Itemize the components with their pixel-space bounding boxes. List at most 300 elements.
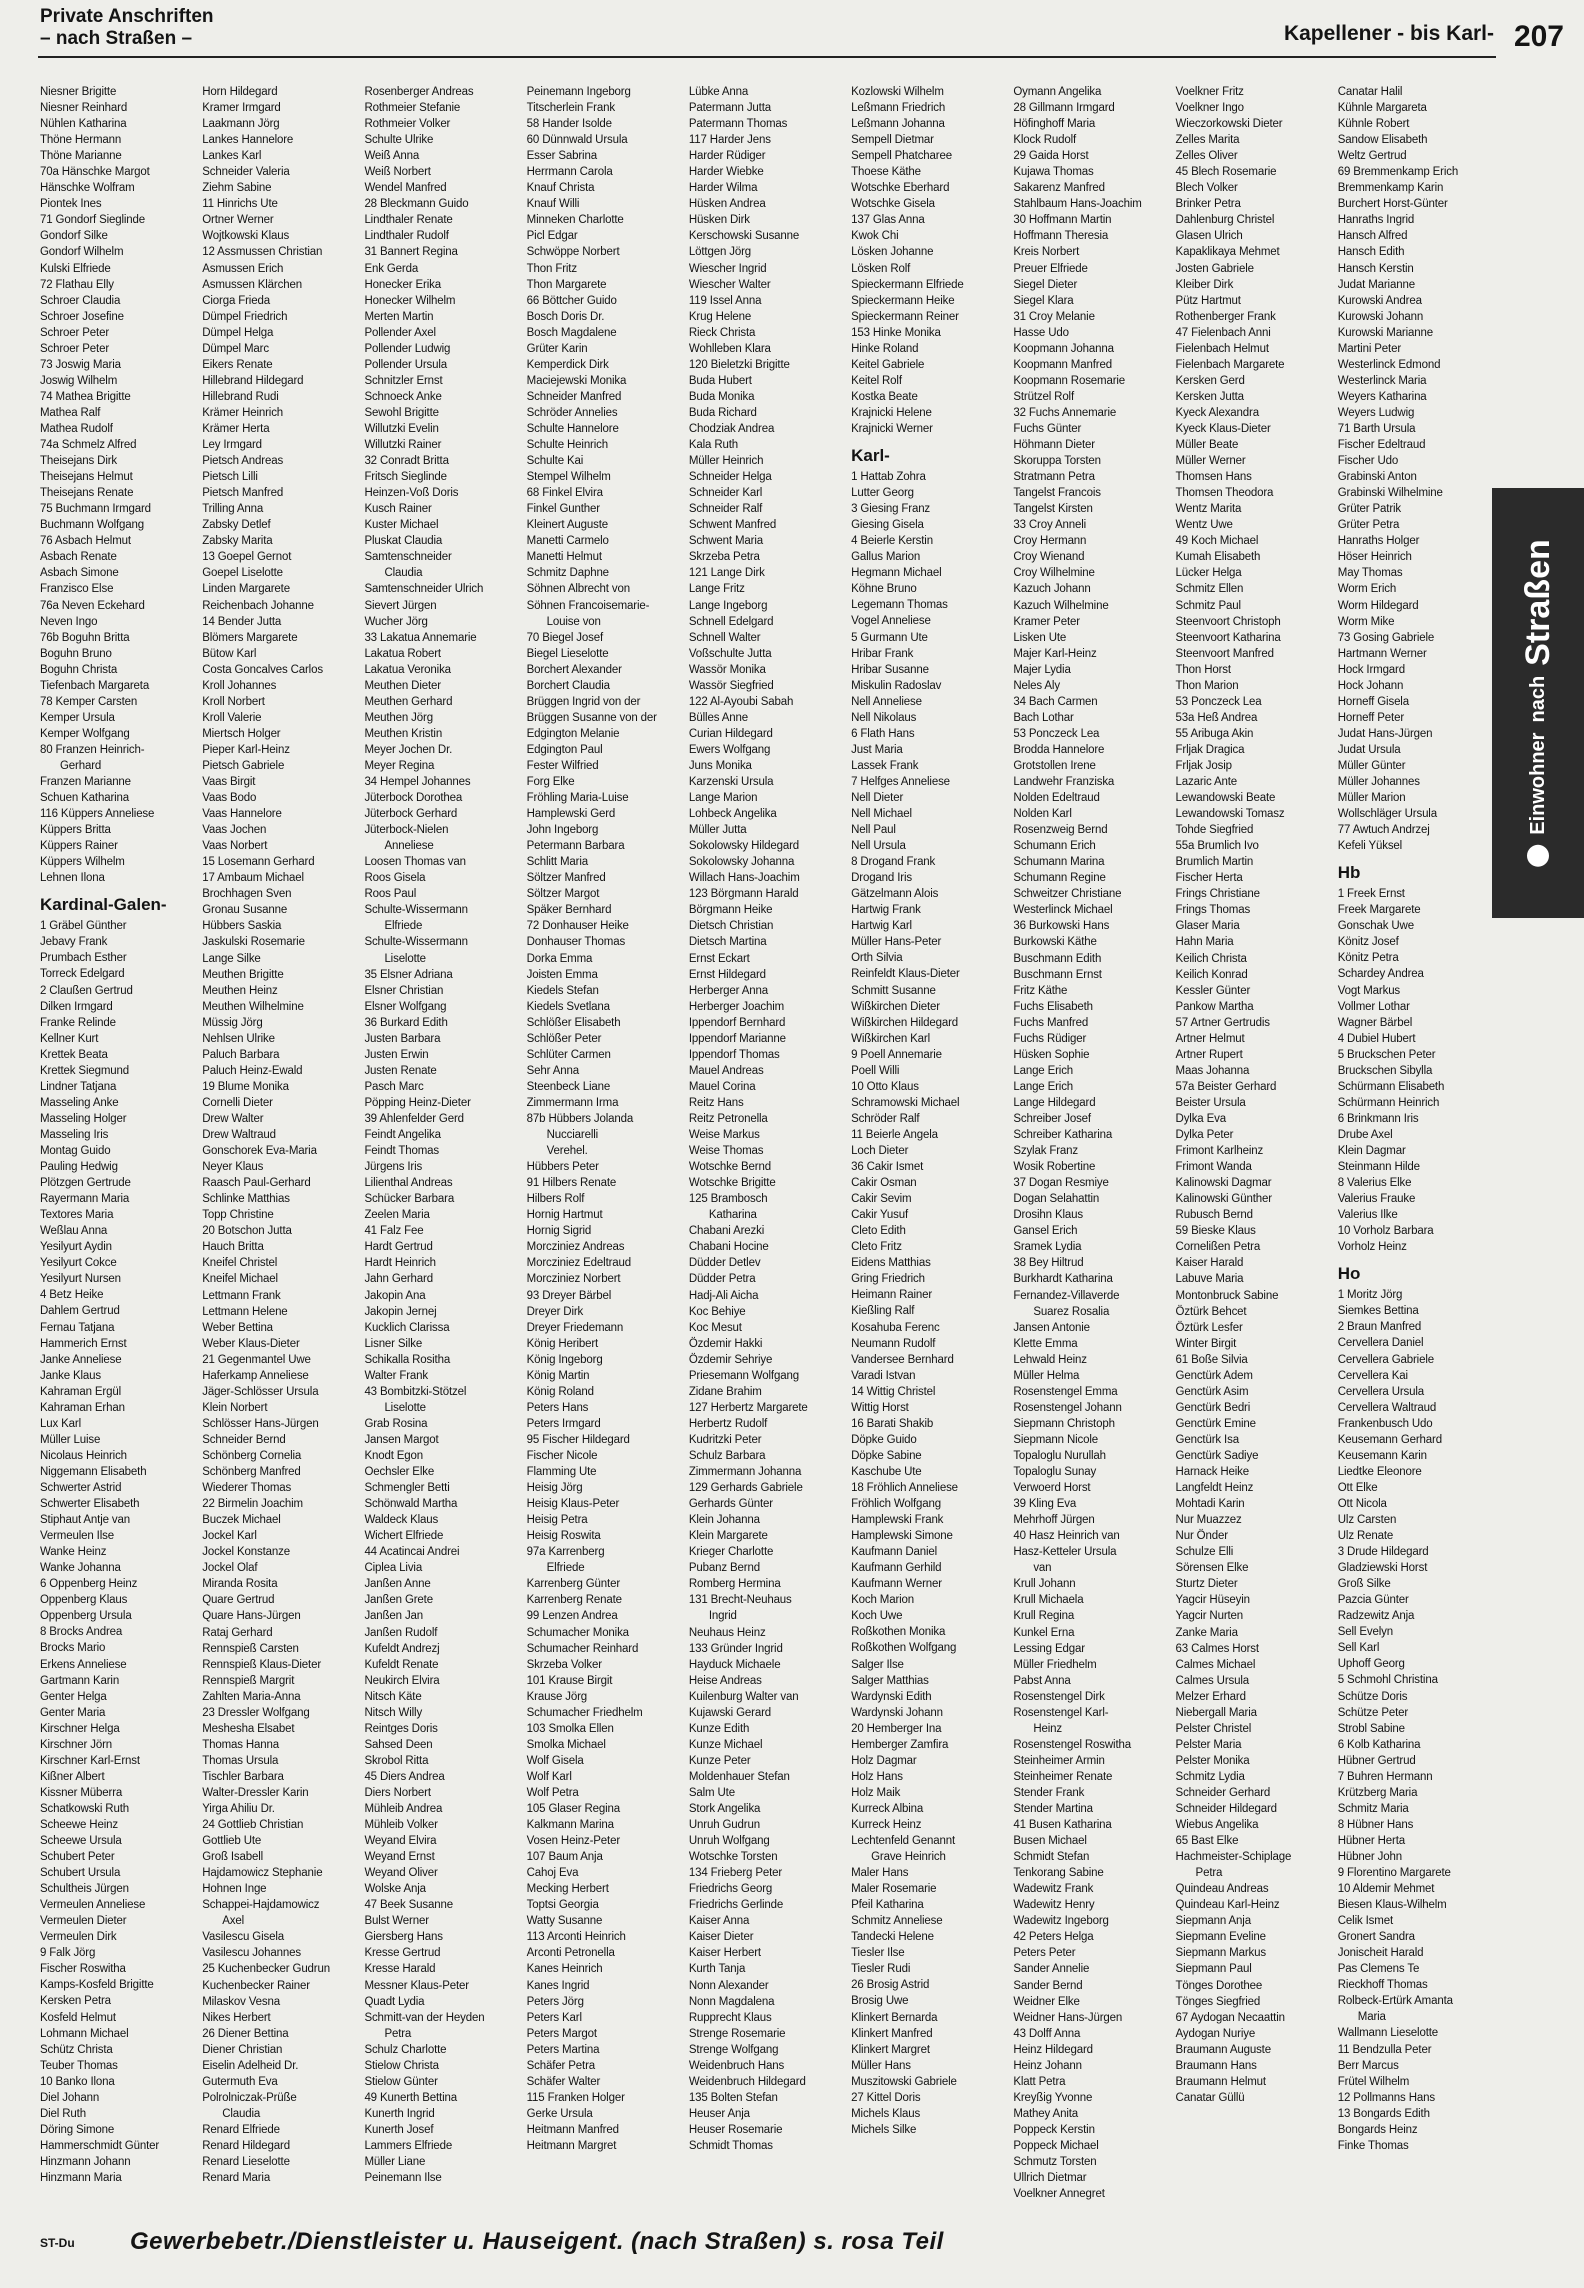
resident-entry: 43 Dolff Anna xyxy=(1013,2027,1081,2040)
resident-entry: Brocks Mario xyxy=(40,1642,106,1655)
resident-entry: Jüterbock-Nielen xyxy=(364,824,449,837)
resident-entry: Müller Friedhelm xyxy=(1013,1658,1097,1671)
resident-entry: Samtenschneider xyxy=(364,551,452,564)
resident-entry: Watty Susanne xyxy=(526,1915,603,1928)
resident-entry: 91 Hilbers Renate xyxy=(526,1177,617,1190)
resident-entry: 101 Krause Birgit xyxy=(526,1674,613,1687)
resident-entry: Arconti Petronella xyxy=(526,1947,615,1960)
resident-entry: Siepmann Markus xyxy=(1175,1947,1266,1960)
resident-entry: Schulte Kai xyxy=(526,455,584,468)
resident-entry: Thomas Ursula xyxy=(202,1754,279,1767)
resident-entry: Ernst Hildegard xyxy=(688,968,766,981)
resident-entry: Yagcir Hüseyin xyxy=(1175,1594,1250,1607)
resident-entry: Pieper Karl-Heinz xyxy=(202,743,290,756)
resident-entry: Maas Johanna xyxy=(1175,1064,1250,1077)
resident-entry: Klinkert Manfred xyxy=(851,2027,933,2040)
resident-entry: Rosenstengel Johann xyxy=(1013,1401,1122,1414)
resident-entry: Rennspieß Carsten xyxy=(202,1642,299,1655)
resident-entry: 4 Dubiel Hubert xyxy=(1337,1032,1416,1045)
resident-entry: 72 Donhauser Heike xyxy=(526,920,629,933)
resident-entry: Pelster Maria xyxy=(1175,1738,1242,1751)
resident-entry: Nehlsen Ulrike xyxy=(202,1032,275,1045)
resident-entry: Schönwald Martha xyxy=(364,1498,458,1511)
resident-entry: Schneider Hildegard xyxy=(1175,1803,1277,1816)
resident-entry: Lewandowski Beate xyxy=(1175,792,1276,805)
resident-entry: Keusemann Karin xyxy=(1337,1449,1427,1462)
resident-entry: 120 Bieletzki Brigitte xyxy=(688,358,790,371)
resident-entry: Kurowski Johann xyxy=(1337,310,1424,323)
resident-entry: 20 Hemberger Ina xyxy=(851,1722,942,1735)
resident-entry: Lettmann Helene xyxy=(202,1305,288,1318)
resident-entry: Steenvoort Christoph xyxy=(1175,615,1281,628)
resident-entry: 55a Brumlich Ivo xyxy=(1175,840,1259,853)
resident-entry: 59 Bieske Klaus xyxy=(1175,1225,1256,1238)
resident-entry: 116 Küppers Anneliese xyxy=(40,808,155,821)
resident-entry: Gätzelmann Alois xyxy=(851,888,939,901)
resident-entry: Küppers Wilhelm xyxy=(40,856,125,869)
resident-entry: Müller Jutta xyxy=(688,824,747,837)
resident-entry: 31 Bannert Regina xyxy=(364,246,458,259)
resident-entry: Nell Ursula xyxy=(851,840,906,853)
resident-entry: Döpke Sabine xyxy=(851,1449,922,1462)
resident-entry: Hamplewski Gerd xyxy=(526,808,616,821)
resident-entry: 40 Hasz Heinrich van xyxy=(1013,1530,1120,1543)
resident-entry: Keitel Rolf xyxy=(851,374,902,387)
resident-entry: Wolf Petra xyxy=(526,1786,579,1799)
resident-entry: Freek Margarete xyxy=(1337,904,1421,917)
resident-entry: Niggemann Elisabeth xyxy=(40,1465,147,1478)
resident-entry: Hübner John xyxy=(1337,1850,1402,1863)
resident-entry: Genctürk Adem xyxy=(1175,1369,1253,1382)
resident-entry: Yesilyurt Nursen xyxy=(40,1273,121,1286)
resident-entry: Cornelißen Petra xyxy=(1175,1241,1261,1254)
resident-entry: Oppenberg Ursula xyxy=(40,1610,132,1623)
resident-entry: Müller Johannes xyxy=(1337,776,1420,789)
resident-entry: Voelkner Ingo xyxy=(1175,102,1244,115)
resident-entry: Eidens Matthias xyxy=(851,1257,931,1270)
resident-entry: Kißner Albert xyxy=(40,1770,105,1783)
resident-entry: Kunerth Ingrid xyxy=(364,2107,435,2120)
resident-entry: Thomsen Hans xyxy=(1175,471,1252,484)
resident-entry: Renard Elfriede xyxy=(202,2123,280,2136)
resident-entry: Frings Thomas xyxy=(1175,904,1251,917)
resident-entry: Lindthaler Renate xyxy=(364,214,453,227)
resident-entry: Vosen Heinz-Peter xyxy=(526,1835,620,1848)
resident-entry: Cervellera Gabriele xyxy=(1337,1353,1434,1366)
resident-entry: Özdemir Hakki xyxy=(688,1337,763,1350)
resident-entry: Könitz Petra xyxy=(1337,952,1399,965)
resident-entry: Grüter Petra xyxy=(1337,519,1400,532)
resident-entry: Weise Markus xyxy=(688,1129,760,1142)
resident-entry: Stork Angelika xyxy=(688,1803,761,1816)
resident-entry: Gronert Sandra xyxy=(1337,1931,1415,1944)
resident-entry: 55 Aribuga Akin xyxy=(1175,727,1254,740)
resident-entry: 28 Bleckmann Guido xyxy=(364,198,469,211)
resident-entry: Ippendorf Thomas xyxy=(688,1048,780,1061)
resident-entry: Burchert Horst-Günter xyxy=(1337,198,1448,211)
resident-entry: Yesilyurt Cokce xyxy=(40,1257,117,1270)
resident-entry: Leßmann Friedrich xyxy=(851,102,946,115)
resident-entry: Schumacher Reinhard xyxy=(526,1642,639,1655)
resident-entry: Bulst Werner xyxy=(364,1915,429,1928)
resident-entry: 1 Gräbel Günther xyxy=(40,920,127,933)
resident-entry: Kunze Michael xyxy=(688,1738,763,1751)
resident-entry: 11 Beierle Angela xyxy=(851,1128,938,1141)
resident-entry: Vaas Birgit xyxy=(202,776,256,789)
resident-entry: Schumann Erich xyxy=(1013,840,1096,853)
resident-entry: Fritsch Sieglinde xyxy=(364,471,447,484)
listing-column xyxy=(1013,84,1165,2202)
resident-entry: Krull Michaela xyxy=(1013,1594,1084,1607)
resident-entry: Calmes Michael xyxy=(1175,1658,1256,1671)
resident-entry: Vasilescu Johannes xyxy=(202,1947,301,1960)
resident-entry: Knodt Egon xyxy=(364,1449,424,1462)
resident-entry: Frings Christiane xyxy=(1175,888,1260,901)
resident-entry: Müller Hans-Peter xyxy=(851,936,942,949)
resident-entry: Topaloglu Nurullah xyxy=(1013,1449,1106,1462)
resident-entry: Hübbers Peter xyxy=(526,1161,599,1174)
resident-entry: Niebergall Maria xyxy=(1175,1706,1257,1719)
resident-entry: Brosig Uwe xyxy=(851,1995,909,2008)
resident-entry: Genctürk Emine xyxy=(1175,1417,1256,1430)
resident-entry: Rupprecht Klaus xyxy=(688,2011,772,2024)
resident-entry: Kurowski Andrea xyxy=(1337,294,1422,307)
resident-entry: Kazuch Wilhelmine xyxy=(1013,599,1109,612)
resident-entry: Siepmann Nicole xyxy=(1013,1433,1099,1446)
resident-entry: 65 Bast Elke xyxy=(1175,1835,1239,1848)
resident-entry: Grabinski Anton xyxy=(1337,471,1417,484)
resident-entry: Dahlenburg Christel xyxy=(1175,214,1275,227)
resident-entry: 36 Burkowski Hans xyxy=(1013,920,1110,933)
resident-entry: Schubert Ursula xyxy=(40,1867,121,1880)
resident-entry: Brinker Petra xyxy=(1175,198,1241,211)
resident-entry: Diel Johann xyxy=(40,2091,100,2104)
resident-entry: Pabst Anna xyxy=(1013,1674,1071,1687)
resident-entry: Kreis Norbert xyxy=(1013,246,1080,259)
resident-entry: Köhne Bruno xyxy=(851,583,917,596)
resident-entry: Wiebus Angelika xyxy=(1175,1819,1259,1832)
resident-entry: Hasz-Ketteler Ursula xyxy=(1013,1546,1117,1559)
resident-entry: Schulte Hannelore xyxy=(526,422,619,435)
side-tab-line2: nach xyxy=(1527,675,1549,723)
resident-entry: Pas Clemens Te xyxy=(1337,1963,1420,1976)
resident-entry: Petermann Barbara xyxy=(526,840,625,853)
resident-entry: Wißkirchen Hildegard xyxy=(851,1016,959,1029)
resident-entry: Theisejans Dirk xyxy=(40,455,117,468)
resident-entry: Roos Paul xyxy=(364,888,417,901)
resident-entry: Hock Johann xyxy=(1337,679,1404,692)
header-left-line2: – nach Straßen – xyxy=(40,28,193,49)
resident-entry: Jonischeit Harald xyxy=(1337,1947,1424,1960)
resident-entry: 8 Hübner Hans xyxy=(1337,1818,1414,1831)
resident-entry: Moldenhauer Stefan xyxy=(688,1770,790,1783)
resident-entry: Harder Wiebke xyxy=(688,166,764,179)
resident-entry: Judat Hans-Jürgen xyxy=(1337,727,1433,740)
resident-entry: Heuser Anja xyxy=(688,2107,750,2120)
resident-entry: Masseling Anke xyxy=(40,1096,119,1109)
resident-entry: Dümpel Marc xyxy=(202,342,269,355)
resident-entry: Schröder Ralf xyxy=(851,1112,920,1125)
resident-entry: Dogan Selahattin xyxy=(1013,1193,1100,1206)
resident-entry: Artner Helmut xyxy=(1175,1032,1245,1045)
resident-entry: Kaufmann Daniel xyxy=(851,1546,938,1559)
resident-entry: 153 Hinke Monika xyxy=(851,326,941,339)
resident-entry: 9 Florentino Margarete xyxy=(1337,1867,1451,1880)
resident-entry: Peters Irmgard xyxy=(526,1417,601,1430)
resident-entry: Hinzmann Maria xyxy=(40,2172,122,2184)
resident-entry: 95 Fischer Hildegard xyxy=(526,1433,630,1446)
resident-entry: Gonschak Uwe xyxy=(1337,920,1414,933)
resident-entry: Vaas Jochen xyxy=(202,824,267,837)
resident-entry: Schulz Barbara xyxy=(688,1449,766,1462)
resident-entry: Yesilyurt Aydin xyxy=(40,1241,112,1254)
resident-entry: Wotschke Gisela xyxy=(851,198,935,211)
resident-entry: Vermeulen Anneliese xyxy=(40,1899,146,1912)
resident-entry: Schulte Heinrich xyxy=(526,439,608,452)
resident-entry: Düdder Detlev xyxy=(688,1257,761,1270)
resident-entry: Preuer Elfriede xyxy=(1013,262,1088,275)
resident-entry: Kirschner Helga xyxy=(40,1722,120,1735)
resident-entry: 53 Ponczeck Lea xyxy=(1175,695,1262,708)
resident-entry: Küppers Britta xyxy=(40,824,111,837)
resident-entry: Worm Erich xyxy=(1337,583,1397,596)
resident-entry: Könitz Josef xyxy=(1337,936,1399,949)
resident-entry: Poppeck Kerstin xyxy=(1013,2123,1095,2136)
resident-entry: 1 Moritz Jörg xyxy=(1337,1289,1403,1302)
resident-entry: Sturtz Dieter xyxy=(1175,1578,1238,1591)
resident-entry: Siepmann Paul xyxy=(1175,1963,1252,1976)
resident-entry: Oppenberg Klaus xyxy=(40,1594,128,1607)
resident-entry: Schikalla Rositha xyxy=(364,1353,451,1366)
resident-entry: Frütel Wilhelm xyxy=(1337,2075,1410,2088)
resident-entry: 13 Bongards Edith xyxy=(1337,2107,1430,2120)
resident-entry: 133 Gründer Ingrid xyxy=(688,1642,783,1655)
resident-entry: Lankes Hannelore xyxy=(202,134,294,147)
resident-entry: Weidner Elke xyxy=(1013,1995,1080,2008)
resident-entry: 14 Bender Jutta xyxy=(202,615,282,628)
resident-entry: Tönges Dorothee xyxy=(1175,1979,1263,1992)
resident-entry: Rayermann Maria xyxy=(40,1193,130,1206)
resident-entry: Wanke Johanna xyxy=(40,1562,121,1575)
resident-entry: Drew Walter xyxy=(202,1113,264,1125)
resident-entry: Schmutz Torsten xyxy=(1013,2156,1097,2169)
resident-entry: Tiefenbach Margareta xyxy=(40,679,150,692)
resident-entry: Tiesler Rudi xyxy=(851,1963,911,1976)
resident-entry: Kuilenburg Walter van xyxy=(688,1690,799,1703)
listing-column xyxy=(40,84,192,2202)
resident-entry: Winter Birgit xyxy=(1175,1337,1237,1350)
street-heading: Ho xyxy=(1337,1264,1361,1284)
resident-entry: Herbertz Rudolf xyxy=(688,1417,768,1430)
resident-entry: Radzewitz Anja xyxy=(1337,1610,1415,1623)
resident-entry: Wohlleben Klara xyxy=(688,342,771,355)
resident-entry: Vasilescu Gisela xyxy=(202,1931,284,1944)
resident-entry: Wassör Siegfried xyxy=(688,679,774,692)
resident-entry: Müller Günter xyxy=(1337,759,1406,772)
resident-entry: Koopmann Manfred xyxy=(1013,358,1112,371)
resident-entry: Sell Karl xyxy=(1337,1642,1380,1655)
resident-entry: 7 Helfges Anneliese xyxy=(851,775,950,788)
resident-entry: Wiederer Thomas xyxy=(202,1482,292,1495)
resident-entry: Loch Dieter xyxy=(851,1145,909,1157)
resident-entry: Lange Ingeborg xyxy=(688,599,768,612)
resident-entry: Blömers Margarete xyxy=(202,631,298,644)
resident-entry: Minneken Charlotte xyxy=(526,214,624,227)
resident-entry: Kemper Wolfgang xyxy=(40,727,130,740)
resident-entry: Herberger Joachim xyxy=(688,1000,785,1013)
resident-entry: Grabinski Wilhelmine xyxy=(1337,487,1443,500)
resident-entry: Kellner Kurt xyxy=(40,1032,99,1045)
resident-entry: Jockel Olaf xyxy=(202,1562,258,1575)
resident-entry: Elsner Wolfgang xyxy=(364,1000,447,1013)
resident-entry: Müller Marion xyxy=(1337,792,1406,805)
resident-entry: Herberger Anna xyxy=(688,984,768,997)
resident-entry: Nonn Magdalena xyxy=(688,1995,775,2008)
resident-entry: Schlösser Hans-Jürgen xyxy=(202,1417,319,1430)
resident-entry: Bütow Karl xyxy=(202,647,257,660)
resident-entry: Schneider Gerhard xyxy=(1175,1786,1271,1799)
resident-entry: Lange Erich xyxy=(1013,1064,1074,1077)
resident-entry: 11 Bendzulla Peter xyxy=(1337,2043,1432,2056)
resident-entry: Thomsen Theodora xyxy=(1175,487,1274,500)
resident-entry: 71 Barth Ursula xyxy=(1337,422,1416,435)
resident-entry: Aydogan Nuriye xyxy=(1175,2027,1256,2040)
resident-entry: Lisken Ute xyxy=(1013,631,1067,644)
resident-entry: 39 Kling Eva xyxy=(1013,1498,1077,1511)
resident-entry: Müller Helma xyxy=(1013,1369,1080,1382)
resident-entry: Schubert Peter xyxy=(40,1851,115,1864)
resident-entry: Franzisco Else xyxy=(40,583,114,596)
resident-entry: Pietsch Manfred xyxy=(202,487,284,500)
resident-entry: Fuchs Günter xyxy=(1013,422,1082,435)
resident-entry: Michels Klaus xyxy=(851,2107,921,2120)
resident-entry: 1 Hattab Zohra xyxy=(851,471,926,484)
resident-entry: 107 Baum Anja xyxy=(526,1851,603,1864)
resident-entry: Krützberg Maria xyxy=(1337,1786,1418,1799)
resident-entry: Kulski Elfriede xyxy=(40,262,111,275)
resident-entry: Lechtenfeld Genannt xyxy=(851,1835,956,1848)
resident-entry: Ziehm Sabine xyxy=(202,182,272,195)
resident-entry: Schmengler Betti xyxy=(364,1482,450,1495)
resident-entry: Hartwig Frank xyxy=(851,904,921,917)
resident-entry: Fuchs Rüdiger xyxy=(1013,1032,1087,1045)
resident-entry: Zabsky Marita xyxy=(202,535,273,548)
resident-entry: 69 Bremmenkamp Erich xyxy=(1337,166,1459,179)
resident-entry: Tiesler Ilse xyxy=(851,1947,905,1960)
resident-entry: Strobl Sabine xyxy=(1337,1722,1405,1735)
resident-entry: Cornelli Dieter xyxy=(202,1096,273,1109)
resident-entry: Borchert Claudia xyxy=(526,679,610,692)
resident-entry: 76a Neven Eckehard xyxy=(40,599,145,612)
resident-entry: Buchmann Wolfgang xyxy=(40,519,144,532)
resident-entry: Wassör Monika xyxy=(688,663,766,676)
resident-entry: Weber Bettina xyxy=(202,1321,273,1334)
resident-entry: Janßen Anne xyxy=(364,1578,431,1591)
resident-entry: Fröhlich Wolfgang xyxy=(851,1498,942,1511)
resident-entry: Heinz Hildegard xyxy=(1013,2043,1093,2056)
resident-entry: Justen Erwin xyxy=(364,1048,429,1061)
resident-entry: Wotschke Torsten xyxy=(688,1851,778,1864)
resident-entry: Celik Ismet xyxy=(1337,1915,1393,1928)
resident-entry: Neumann Rudolf xyxy=(851,1337,936,1350)
resident-entry: 1 Freek Ernst xyxy=(1337,888,1405,901)
resident-entry: Langfeldt Heinz xyxy=(1175,1482,1254,1495)
resident-entry: Hoffmann Theresia xyxy=(1013,230,1109,243)
resident-entry: Hillebrand Rudi xyxy=(202,390,279,403)
resident-entry: Kersken Petra xyxy=(40,1995,111,2008)
resident-entry: Fielenbach Margarete xyxy=(1175,358,1285,371)
side-tab-line1: Einwohner xyxy=(1527,732,1549,835)
resident-entry: Lux Karl xyxy=(40,1417,81,1430)
resident-entry: Canatar Güllü xyxy=(1175,2091,1245,2104)
resident-entry: 135 Bolten Stefan xyxy=(688,2091,778,2104)
resident-entry: John Ingeborg xyxy=(526,824,599,837)
resident-entry: Meuthen Wilhelmine xyxy=(202,1000,304,1013)
resident-entry: Ley Irmgard xyxy=(202,439,262,452)
resident-entry: 39 Ahlenfelder Gerd xyxy=(364,1113,464,1125)
resident-entry: Anneliese xyxy=(384,840,434,853)
resident-entry: Nonn Alexander xyxy=(688,1979,769,1992)
resident-entry: Artner Rupert xyxy=(1175,1048,1243,1061)
resident-entry: Späker Bernhard xyxy=(526,904,612,917)
resident-entry: 61 Boße Silvia xyxy=(1175,1353,1248,1366)
resident-entry: Schwent Manfred xyxy=(688,519,777,532)
resident-entry: 134 Frieberg Peter xyxy=(688,1867,783,1880)
resident-entry: Thon Marion xyxy=(1175,679,1239,692)
resident-entry: Hornig Sigrid xyxy=(526,1225,592,1238)
resident-entry: Raasch Paul-Gerhard xyxy=(202,1177,311,1190)
resident-entry: Krämer Herta xyxy=(202,422,270,435)
resident-entry: 75 Buchmann Irmgard xyxy=(40,503,151,516)
resident-entry: Krieger Charlotte xyxy=(688,1546,774,1559)
resident-entry: Pöpping Heinz-Dieter xyxy=(364,1096,471,1109)
resident-entry: Pietsch Gabriele xyxy=(202,759,285,772)
resident-entry: Bongards Heinz xyxy=(1337,2123,1418,2136)
resident-entry: Topaloglu Sunay xyxy=(1013,1466,1097,1479)
resident-entry: Weiß Norbert xyxy=(364,166,431,179)
resident-entry: Valerius Ilke xyxy=(1337,1209,1398,1222)
resident-entry: Dreyer Friedemann xyxy=(526,1321,624,1334)
resident-entry: Pasch Marc xyxy=(364,1080,424,1093)
street-heading: Hb xyxy=(1337,863,1361,883)
resident-entry: Hammerschmidt Günter xyxy=(40,2139,160,2152)
resident-entry: Diener Christian xyxy=(202,2043,283,2056)
resident-entry: Rieck Christa xyxy=(688,326,756,339)
resident-entry: Lange Erich xyxy=(1013,1080,1074,1093)
resident-entry: 44 Acatincai Andrei xyxy=(364,1546,460,1559)
resident-entry: Pubanz Bernd xyxy=(688,1562,760,1575)
resident-entry: Schwöppe Norbert xyxy=(526,246,620,259)
resident-entry: Walter-Dressler Karin xyxy=(202,1786,309,1799)
resident-entry: Schürmann Elisabeth xyxy=(1337,1080,1445,1093)
resident-entry: Brüggen Susanne von der xyxy=(526,711,657,724)
resident-entry: 36 Cakir Ismet xyxy=(851,1161,924,1174)
resident-entry: Salger Ilse xyxy=(851,1658,904,1671)
resident-entry: Döpke Guido xyxy=(851,1433,917,1446)
resident-entry: Boguhn Christa xyxy=(40,663,118,676)
resident-entry: 4 Betz Heike xyxy=(40,1289,104,1302)
resident-entry: Linden Margarete xyxy=(202,583,290,596)
resident-entry: Pelster Monika xyxy=(1175,1754,1250,1767)
resident-entry: Oechsler Elke xyxy=(364,1466,435,1479)
resident-entry: Friedrichs Georg xyxy=(688,1883,773,1896)
resident-entry: Pollender Axel xyxy=(364,326,436,339)
resident-entry: Schultheis Jürgen xyxy=(40,1883,129,1896)
resident-entry: Genctürk Asim xyxy=(1175,1385,1249,1398)
resident-entry: Lindthaler Rudolf xyxy=(364,230,449,243)
resident-entry: Wardynski Edith xyxy=(851,1690,932,1703)
resident-entry: Steinheimer Renate xyxy=(1013,1770,1113,1783)
